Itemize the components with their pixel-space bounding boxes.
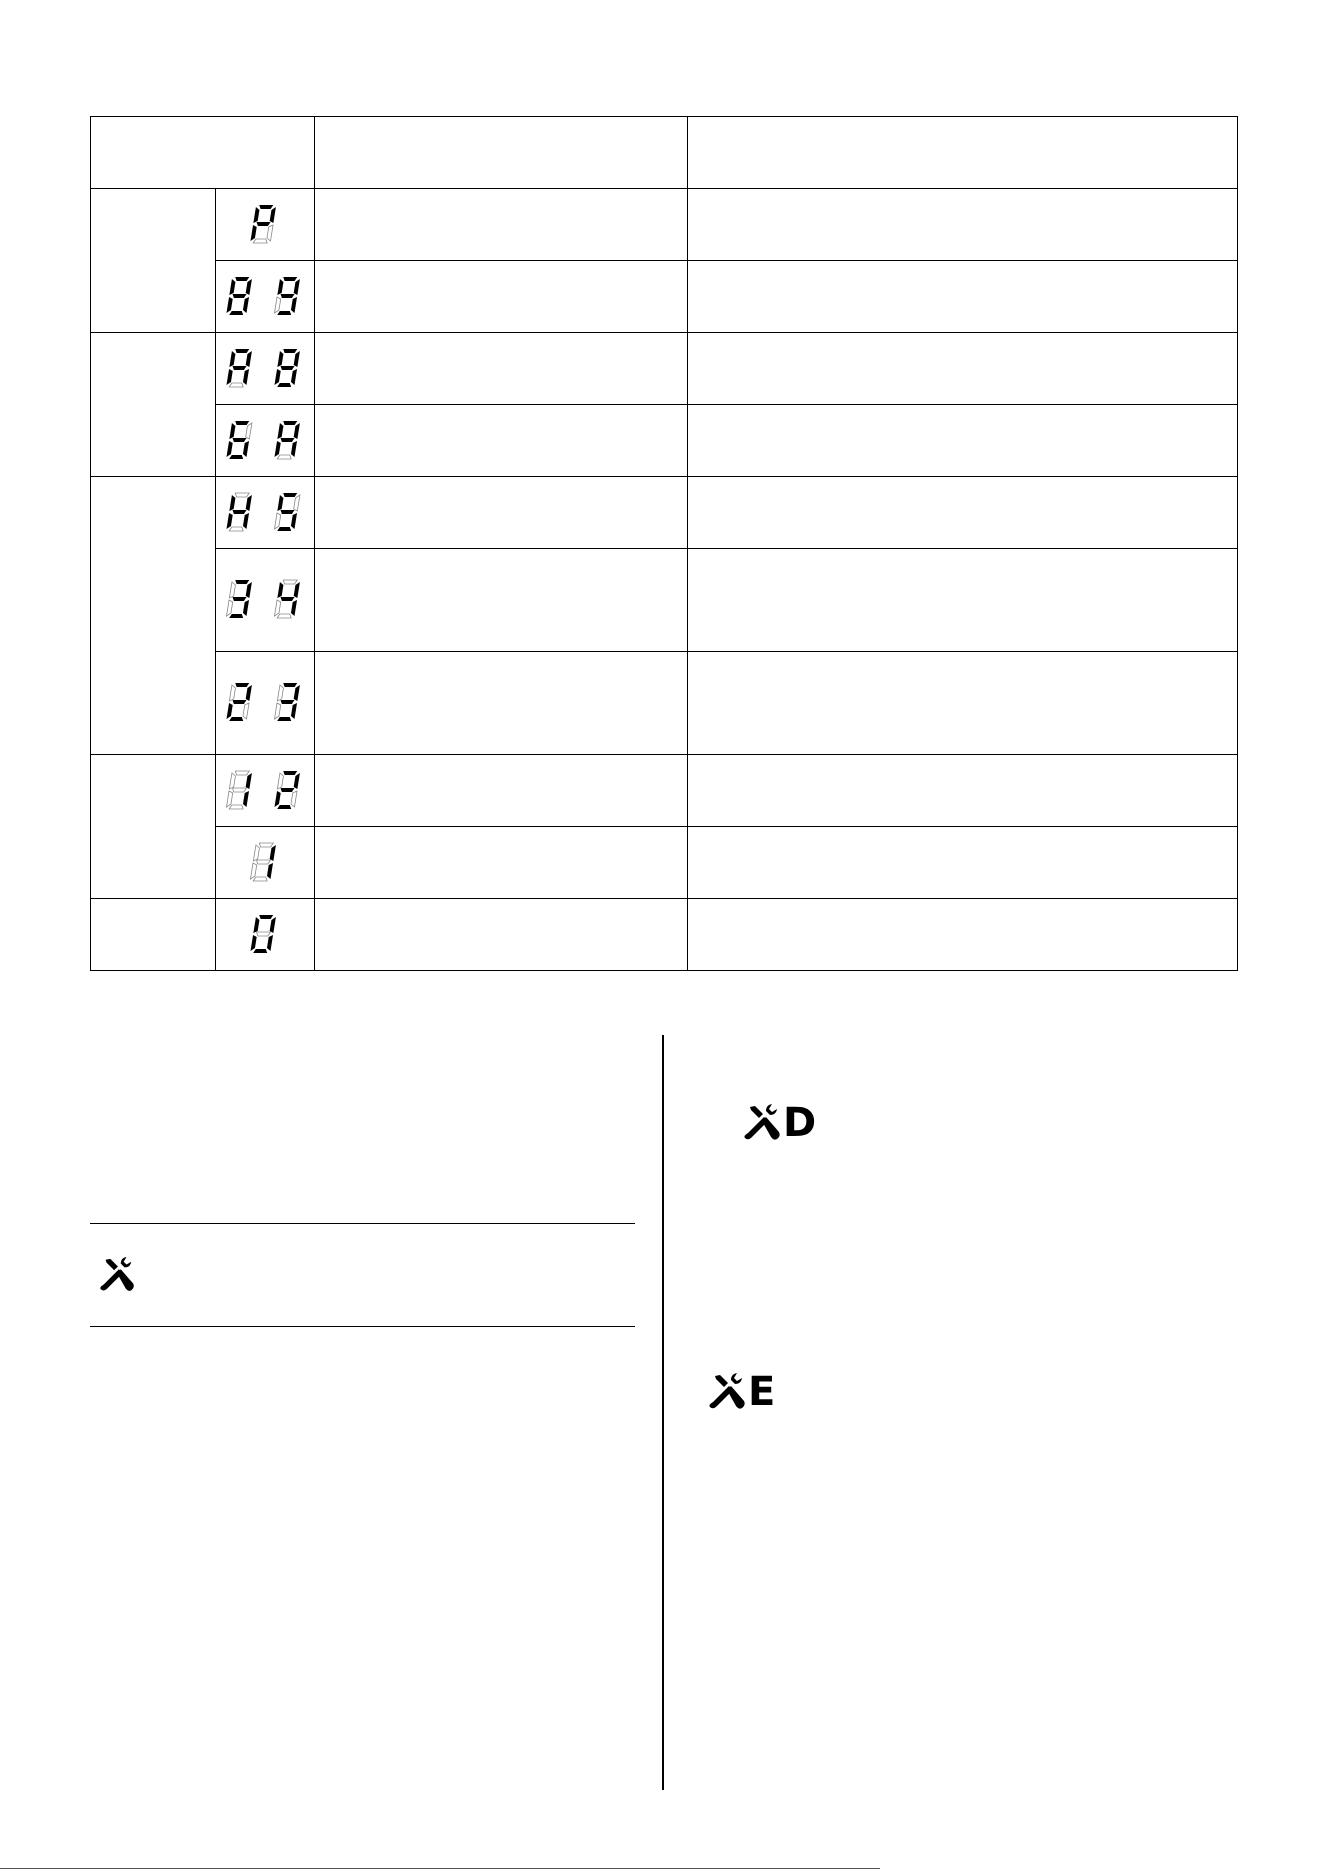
- segment-f: [277, 773, 283, 789]
- header-cell-meaning: [315, 117, 688, 189]
- group-cell: [91, 899, 216, 971]
- seven-segment-display: [247, 914, 283, 956]
- header-cell-display: [91, 117, 315, 189]
- seven-segment-display: [223, 276, 307, 318]
- segment-c: [291, 297, 297, 313]
- action-cell: [688, 755, 1238, 827]
- segment-d: [277, 455, 291, 459]
- display-code-cell: [216, 189, 315, 261]
- segment-b: [294, 685, 300, 701]
- display-code-cell: [216, 333, 315, 405]
- segment-e: [226, 791, 232, 807]
- seven-segment-display: [223, 770, 307, 812]
- segment-a: [259, 843, 273, 847]
- table-row: [91, 827, 1238, 899]
- segment-b: [294, 495, 300, 511]
- action-cell: [688, 899, 1238, 971]
- segment-a: [283, 580, 297, 584]
- segment-a: [235, 277, 249, 281]
- seven-segment-display: [223, 420, 307, 462]
- seven-segment-display: [247, 204, 283, 246]
- segment-b: [270, 917, 276, 933]
- segment-g: [233, 788, 247, 792]
- segment-f: [277, 582, 283, 598]
- segment-c: [267, 863, 273, 879]
- segment-e: [274, 369, 280, 385]
- segment-g: [281, 366, 295, 370]
- group-cell: [91, 755, 216, 899]
- segment-d: [253, 949, 267, 953]
- seven-segment-display: [247, 842, 283, 884]
- action-cell: [688, 333, 1238, 405]
- segment-g: [257, 932, 271, 936]
- tool-label-e: E: [748, 1369, 776, 1415]
- segment-g: [281, 700, 295, 704]
- segment-g: [281, 788, 295, 792]
- segment-g: [281, 510, 295, 514]
- table-row: [91, 477, 1238, 549]
- segment-g: [233, 510, 247, 514]
- segment-e: [226, 513, 232, 529]
- segment-d: [229, 614, 243, 618]
- segment-d: [229, 717, 243, 721]
- segment-b: [246, 582, 252, 598]
- meaning-cell: [315, 477, 688, 549]
- segment-f: [229, 685, 235, 701]
- segment-e: [274, 703, 280, 719]
- segment-c: [243, 791, 249, 807]
- segment-f: [277, 685, 283, 701]
- segment-d: [229, 805, 243, 809]
- wrench-screwdriver-icon: [98, 1256, 136, 1294]
- segment-a: [283, 771, 297, 775]
- segment-c: [267, 225, 273, 241]
- display-code-table: [90, 116, 1238, 971]
- segment-g: [257, 860, 271, 864]
- wrench-screwdriver-icon: [742, 1103, 782, 1143]
- meaning-cell: [315, 189, 688, 261]
- display-code-cell: [216, 652, 315, 755]
- display-code-cell: [216, 261, 315, 333]
- segment-b: [270, 845, 276, 861]
- segment-e: [226, 441, 232, 457]
- segment-c: [243, 441, 249, 457]
- segment-d: [277, 614, 291, 618]
- segment-b: [246, 773, 252, 789]
- table-row: [91, 549, 1238, 652]
- segment-d: [277, 383, 291, 387]
- segment-f: [229, 773, 235, 789]
- display-code-cell: [216, 755, 315, 827]
- segment-f: [277, 495, 283, 511]
- segment-d: [277, 805, 291, 809]
- segment-g: [257, 222, 271, 226]
- segment-f: [229, 279, 235, 295]
- segment-a: [235, 580, 249, 584]
- segment-b: [294, 279, 300, 295]
- segment-g: [281, 294, 295, 298]
- meaning-cell: [315, 652, 688, 755]
- segment-e: [274, 297, 280, 313]
- meaning-cell: [315, 549, 688, 652]
- tool-label-d: D: [783, 1100, 817, 1146]
- segment-a: [283, 421, 297, 425]
- display-code-cell: [216, 827, 315, 899]
- segment-e: [274, 513, 280, 529]
- display-code-cell: [216, 405, 315, 477]
- seven-segment-display: [223, 348, 307, 390]
- segment-b: [246, 351, 252, 367]
- segment-c: [243, 369, 249, 385]
- segment-e: [226, 703, 232, 719]
- segment-e: [226, 600, 232, 616]
- header-cell-action: [688, 117, 1238, 189]
- segment-g: [233, 700, 247, 704]
- display-code-cell: [216, 549, 315, 652]
- segment-e: [226, 297, 232, 313]
- segment-f: [229, 582, 235, 598]
- action-cell: [688, 549, 1238, 652]
- group-cell: [91, 333, 216, 477]
- segment-f: [277, 351, 283, 367]
- segment-f: [253, 207, 259, 223]
- segment-a: [235, 493, 249, 497]
- segment-d: [277, 527, 291, 531]
- segment-c: [291, 703, 297, 719]
- segment-a: [235, 421, 249, 425]
- segment-c: [243, 703, 249, 719]
- segment-d: [253, 877, 267, 881]
- table-row: [91, 899, 1238, 971]
- segment-a: [259, 915, 273, 919]
- segment-b: [294, 423, 300, 439]
- segment-a: [235, 771, 249, 775]
- segment-f: [253, 845, 259, 861]
- segment-g: [281, 597, 295, 601]
- seven-segment-display: [223, 492, 307, 534]
- table-row: [91, 189, 1238, 261]
- meaning-cell: [315, 827, 688, 899]
- segment-e: [250, 935, 256, 951]
- segment-a: [235, 349, 249, 353]
- segment-d: [229, 311, 243, 315]
- meaning-cell: [315, 755, 688, 827]
- table-row: [91, 755, 1238, 827]
- segment-b: [246, 685, 252, 701]
- group-cell: [91, 189, 216, 333]
- meaning-cell: [315, 261, 688, 333]
- segment-a: [283, 683, 297, 687]
- segment-g: [281, 438, 295, 442]
- segment-f: [229, 351, 235, 367]
- segment-a: [259, 205, 273, 209]
- section-divider-top: [90, 1223, 635, 1224]
- segment-e: [250, 863, 256, 879]
- meaning-cell: [315, 405, 688, 477]
- segment-b: [294, 582, 300, 598]
- table-row: [91, 261, 1238, 333]
- segment-c: [291, 791, 297, 807]
- column-divider: [662, 1035, 664, 1790]
- meaning-cell: [315, 899, 688, 971]
- display-code-cell: [216, 477, 315, 549]
- action-cell: [688, 261, 1238, 333]
- segment-b: [294, 351, 300, 367]
- segment-b: [246, 423, 252, 439]
- segment-f: [277, 423, 283, 439]
- segment-f: [229, 423, 235, 439]
- seven-segment-display: [223, 579, 307, 621]
- segment-c: [243, 297, 249, 313]
- segment-d: [277, 311, 291, 315]
- segment-c: [267, 935, 273, 951]
- segment-c: [243, 600, 249, 616]
- table-header-row: [91, 117, 1238, 189]
- segment-c: [291, 600, 297, 616]
- segment-b: [270, 207, 276, 223]
- segment-f: [253, 917, 259, 933]
- display-code-cell: [216, 899, 315, 971]
- segment-b: [294, 773, 300, 789]
- segment-a: [283, 349, 297, 353]
- seven-segment-display: [223, 682, 307, 724]
- segment-d: [229, 527, 243, 531]
- group-cell: [91, 477, 216, 755]
- segment-d: [277, 717, 291, 721]
- table-row: [91, 652, 1238, 755]
- segment-a: [235, 683, 249, 687]
- segment-e: [274, 791, 280, 807]
- action-cell: [688, 652, 1238, 755]
- segment-b: [246, 279, 252, 295]
- page-bottom-rule: [0, 1868, 880, 1869]
- wrench-screwdriver-icon: [707, 1372, 747, 1412]
- action-cell: [688, 189, 1238, 261]
- segment-d: [229, 383, 243, 387]
- segment-d: [253, 239, 267, 243]
- segment-f: [277, 279, 283, 295]
- segment-c: [291, 441, 297, 457]
- segment-e: [274, 600, 280, 616]
- action-cell: [688, 827, 1238, 899]
- segment-a: [283, 493, 297, 497]
- section-divider-bottom: [90, 1326, 635, 1327]
- segment-g: [233, 294, 247, 298]
- segment-c: [291, 369, 297, 385]
- meaning-cell: [315, 333, 688, 405]
- segment-a: [283, 277, 297, 281]
- segment-d: [229, 455, 243, 459]
- table-row: [91, 405, 1238, 477]
- action-cell: [688, 477, 1238, 549]
- segment-g: [233, 366, 247, 370]
- action-cell: [688, 405, 1238, 477]
- segment-g: [233, 438, 247, 442]
- segment-c: [243, 513, 249, 529]
- segment-f: [229, 495, 235, 511]
- table-row: [91, 333, 1238, 405]
- segment-g: [233, 597, 247, 601]
- segment-c: [291, 513, 297, 529]
